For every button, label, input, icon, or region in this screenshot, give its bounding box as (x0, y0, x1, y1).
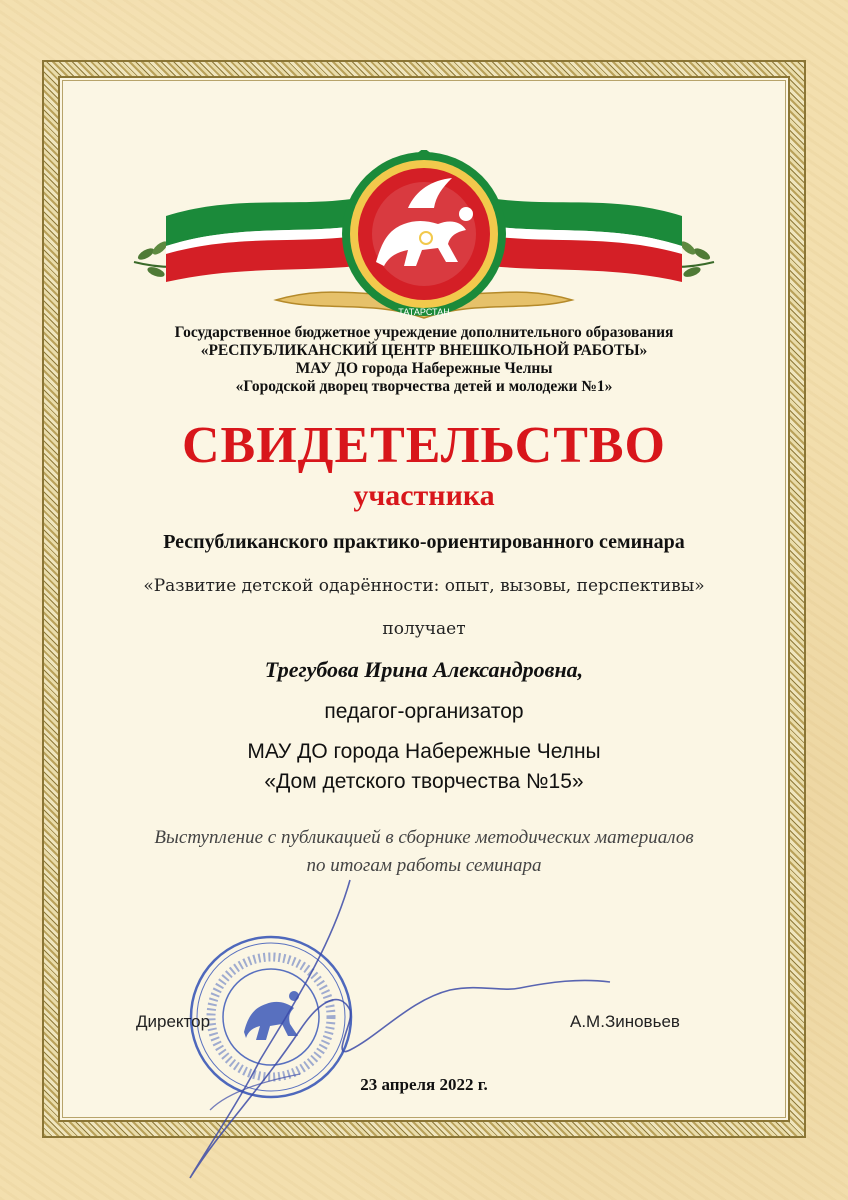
tatarstan-emblem (126, 150, 722, 328)
signer-name: А.М.Зиновьев (570, 1012, 680, 1031)
org-line: «Городской дворец творчества детей и молодежи №1» (235, 378, 613, 395)
event-theme: «Развитие детской одарённости: опыт, вызовы, перспективы» (143, 576, 705, 596)
recipient-name: Трегубова Ирина Александровна, (264, 657, 584, 682)
recipient-position: педагог-организатор (324, 700, 524, 723)
note-line: Выступление с публикацией в сборнике методических материалов (154, 827, 694, 848)
receives-label: получает (382, 619, 466, 639)
organization-header (0, 324, 848, 396)
org-line: «РЕСПУБЛИКАНСКИЙ ЦЕНТР ВНЕШКОЛЬНОЙ РАБОТЫ» (200, 342, 648, 359)
org-line: Государственное бюджетное учреждение дополнительного образования (174, 324, 674, 341)
certificate-subtitle: участника (353, 479, 495, 512)
certificate-title: СВИДЕТЕЛЬСТВО (181, 417, 667, 474)
org-line: МАУ ДО города Набережные Челны (295, 360, 553, 377)
institution-line: МАУ ДО города Набережные Челны (247, 740, 601, 763)
recipient-institution (0, 737, 848, 797)
event-name: Республиканского практико-ориентированного семинара (163, 531, 685, 553)
director-label: Директор (136, 1012, 211, 1031)
issue-date: 23 апреля 2022 г. (360, 1075, 488, 1094)
institution-line: «Дом детского творчества №15» (264, 770, 584, 793)
note-line: по итогам работы семинара (306, 855, 542, 876)
emblem-label: ТАТАРСТАН (398, 307, 450, 317)
